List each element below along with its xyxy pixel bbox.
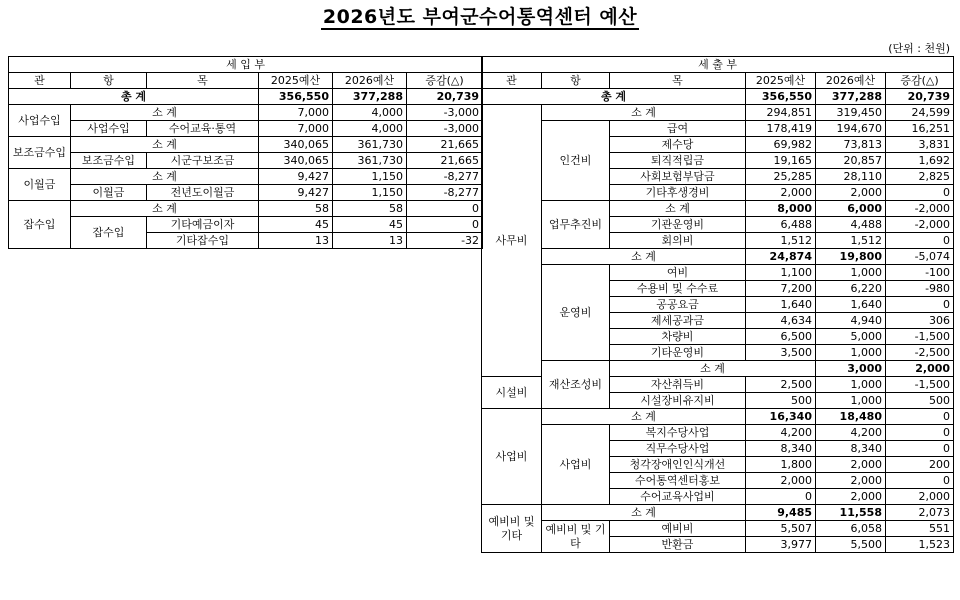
value-diff: 1,523 bbox=[886, 537, 954, 553]
value-diff: -32 bbox=[407, 233, 483, 249]
hang-cell: 보조금수입 bbox=[71, 153, 147, 169]
col-2025: 2025예산 bbox=[746, 73, 816, 89]
value-2025: 7,000 bbox=[259, 121, 333, 137]
value-2025: 16,340 bbox=[746, 409, 816, 425]
table-row bbox=[482, 265, 954, 281]
table-row bbox=[9, 153, 483, 169]
value-2025: 7,000 bbox=[259, 105, 333, 121]
mok-cell: 공공요금 bbox=[610, 297, 746, 313]
value-2025: 9,485 bbox=[746, 505, 816, 521]
expense-total-row bbox=[482, 89, 954, 105]
value-2025: 340,065 bbox=[259, 153, 333, 169]
value-2026: 18,480 bbox=[816, 409, 886, 425]
gwan-cell: 사업비 bbox=[482, 409, 542, 505]
value-2026: 19,800 bbox=[816, 249, 886, 265]
subtotal-row bbox=[9, 169, 483, 185]
col-mok: 목 bbox=[610, 73, 746, 89]
value-2025: 500 bbox=[746, 393, 816, 409]
subtotal-row bbox=[482, 361, 954, 377]
value-2025: 3,000 bbox=[816, 361, 886, 377]
value-2026: 4,000 bbox=[333, 121, 407, 137]
value-2026: 13 bbox=[333, 233, 407, 249]
value-2025: 19,165 bbox=[746, 153, 816, 169]
income-section-header: 세 입 부 bbox=[9, 57, 483, 73]
value-2025: 294,851 bbox=[746, 105, 816, 121]
expense-section-header: 세 출 부 bbox=[482, 57, 954, 73]
value-2025: 1,800 bbox=[746, 457, 816, 473]
value-diff: 2,825 bbox=[886, 169, 954, 185]
value-diff: -1,500 bbox=[886, 377, 954, 393]
mok-cell: 자산취득비 bbox=[610, 377, 746, 393]
mok-cell: 복지수당사업 bbox=[610, 425, 746, 441]
mok-cell: 사회보험부담금 bbox=[610, 169, 746, 185]
value-2026: 28,110 bbox=[816, 169, 886, 185]
value-2025: 7,200 bbox=[746, 281, 816, 297]
hang-cell: 사업비 bbox=[542, 425, 610, 505]
value-2026: 361,730 bbox=[333, 153, 407, 169]
hang-cell: 운영비 bbox=[542, 265, 610, 361]
col-hang: 항 bbox=[542, 73, 610, 89]
value-diff: -1,500 bbox=[886, 329, 954, 345]
value-2026: 319,450 bbox=[816, 105, 886, 121]
document-title-text: 2026년도 부여군수어통역센터 예산 bbox=[322, 6, 638, 28]
value-diff: -3,000 bbox=[407, 105, 483, 121]
hang-cell: 업무추진비 bbox=[542, 201, 610, 249]
value-2026: 1,000 bbox=[816, 377, 886, 393]
income-column-header-row bbox=[9, 73, 483, 89]
value-2025: 8,340 bbox=[746, 441, 816, 457]
value-2026: 361,730 bbox=[333, 137, 407, 153]
hang-cell: 예비비 및 기타 bbox=[542, 521, 610, 553]
mok-cell: 기관운영비 bbox=[610, 217, 746, 233]
mok-cell: 수어교육사업비 bbox=[610, 489, 746, 505]
value-2026: 8,340 bbox=[816, 441, 886, 457]
value-diff: -2,500 bbox=[886, 345, 954, 361]
value-2026: 2,000 bbox=[816, 185, 886, 201]
value-2026: 6,000 bbox=[816, 201, 886, 217]
value-2025: 13 bbox=[259, 233, 333, 249]
value-2026: 4,200 bbox=[816, 425, 886, 441]
income-header-row bbox=[9, 57, 483, 73]
total-diff: 20,739 bbox=[407, 89, 483, 105]
value-2025: 4,200 bbox=[746, 425, 816, 441]
mok-cell: 직무수당사업 bbox=[610, 441, 746, 457]
subtotal-row bbox=[482, 249, 954, 265]
value-2026: 1,640 bbox=[816, 297, 886, 313]
value-2025: 1,100 bbox=[746, 265, 816, 281]
subtotal-label: 소 계 bbox=[542, 105, 746, 121]
mok-cell: 수용비 및 수수료 bbox=[610, 281, 746, 297]
value-diff: -2,000 bbox=[886, 201, 954, 217]
value-2026: 1,000 bbox=[816, 345, 886, 361]
col-mok: 목 bbox=[147, 73, 259, 89]
unit-label: (단위 : 천원) bbox=[888, 42, 950, 55]
subtotal-row bbox=[482, 105, 954, 121]
mok-cell: 전년도이월금 bbox=[147, 185, 259, 201]
value-diff: 0 bbox=[407, 217, 483, 233]
value-diff: 21,665 bbox=[407, 137, 483, 153]
value-2026: 6,058 bbox=[816, 521, 886, 537]
value-diff: -8,277 bbox=[407, 185, 483, 201]
value-2026: 58 bbox=[333, 201, 407, 217]
table-row bbox=[482, 121, 954, 137]
hang-cell: 인건비 bbox=[542, 121, 610, 201]
subtotal-label: 소 계 bbox=[71, 169, 259, 185]
value-diff: 0 bbox=[886, 233, 954, 249]
value-2025: 2,000 bbox=[746, 185, 816, 201]
subtotal-label: 소 계 bbox=[610, 361, 816, 377]
value-2026: 5,500 bbox=[816, 537, 886, 553]
value-2025: 3,977 bbox=[746, 537, 816, 553]
value-2026: 1,150 bbox=[333, 169, 407, 185]
value-2026: 20,857 bbox=[816, 153, 886, 169]
mok-cell: 급여 bbox=[610, 121, 746, 137]
value-2026: 2,000 bbox=[816, 489, 886, 505]
mok-cell: 제수당 bbox=[610, 137, 746, 153]
value-2025: 45 bbox=[259, 217, 333, 233]
value-2025: 2,500 bbox=[746, 377, 816, 393]
value-diff: 0 bbox=[886, 473, 954, 489]
value-diff: 500 bbox=[886, 393, 954, 409]
gwan-cell: 사무비 bbox=[482, 105, 542, 377]
expense-column-header-row bbox=[482, 73, 954, 89]
total-diff: 20,739 bbox=[886, 89, 954, 105]
value-diff: 200 bbox=[886, 457, 954, 473]
col-diff: 증감(△) bbox=[886, 73, 954, 89]
subtotal-label: 소 계 bbox=[71, 201, 259, 217]
value-diff: 2,000 bbox=[886, 489, 954, 505]
value-2026: 2,000 bbox=[816, 457, 886, 473]
mok-cell: 기타잡수입 bbox=[147, 233, 259, 249]
hang-cell: 이월금 bbox=[71, 185, 147, 201]
gwan-cell: 잡수입 bbox=[9, 201, 71, 249]
subtotal-row bbox=[9, 201, 483, 217]
mok-cell: 청각장애인인식개선 bbox=[610, 457, 746, 473]
gwan-cell: 예비비 및 기타 bbox=[482, 505, 542, 553]
mok-cell: 회의비 bbox=[610, 233, 746, 249]
value-2026: 5,000 bbox=[816, 329, 886, 345]
value-diff: -2,000 bbox=[886, 217, 954, 233]
value-2025: 1,512 bbox=[746, 233, 816, 249]
value-2026: 2,000 bbox=[816, 473, 886, 489]
value-2025: 9,427 bbox=[259, 185, 333, 201]
value-2025: 2,000 bbox=[746, 473, 816, 489]
value-diff: 0 bbox=[886, 297, 954, 313]
mok-cell: 퇴직적립금 bbox=[610, 153, 746, 169]
income-total-row bbox=[9, 89, 483, 105]
col-2026: 2026예산 bbox=[333, 73, 407, 89]
mok-cell: 기타후생경비 bbox=[610, 185, 746, 201]
value-2026: 4,000 bbox=[333, 105, 407, 121]
col-gwan: 관 bbox=[482, 73, 542, 89]
mok-cell: 시설장비유지비 bbox=[610, 393, 746, 409]
total-2026: 377,288 bbox=[816, 89, 886, 105]
value-2025: 6,500 bbox=[746, 329, 816, 345]
subtotal-row bbox=[482, 505, 954, 521]
value-diff: 0 bbox=[407, 201, 483, 217]
subtotal-row bbox=[9, 105, 483, 121]
value-2026: 4,940 bbox=[816, 313, 886, 329]
value-diff: 3,831 bbox=[886, 137, 954, 153]
col-hang: 항 bbox=[71, 73, 147, 89]
value-diff: 0 bbox=[886, 185, 954, 201]
subtotal-label: 소 계 bbox=[71, 105, 259, 121]
gwan-cell: 보조금수입 bbox=[9, 137, 71, 169]
hang-cell: 사업수입 bbox=[71, 121, 147, 137]
value-diff: 0 bbox=[886, 409, 954, 425]
col-diff: 증감(△) bbox=[407, 73, 483, 89]
subtotal-row bbox=[482, 409, 954, 425]
value-2025: 0 bbox=[746, 489, 816, 505]
expense-table bbox=[481, 56, 954, 553]
value-2025: 58 bbox=[259, 201, 333, 217]
col-gwan: 관 bbox=[9, 73, 71, 89]
subtotal-label: 소 계 bbox=[542, 409, 746, 425]
value-diff: 1,692 bbox=[886, 153, 954, 169]
value-2025: 69,982 bbox=[746, 137, 816, 153]
value-diff: -8,277 bbox=[407, 169, 483, 185]
value-2026: 6,220 bbox=[816, 281, 886, 297]
value-2025: 5,507 bbox=[746, 521, 816, 537]
subtotal-label: 소 계 bbox=[71, 137, 259, 153]
gwan-cell: 재산조성비 bbox=[542, 361, 610, 409]
col-2026: 2026예산 bbox=[816, 73, 886, 89]
value-2025: 1,640 bbox=[746, 297, 816, 313]
total-label: 총 계 bbox=[482, 89, 746, 105]
value-2026: 1,512 bbox=[816, 233, 886, 249]
mok-cell: 반환금 bbox=[610, 537, 746, 553]
hang-cell: 잡수입 bbox=[71, 217, 147, 249]
value-diff: 21,665 bbox=[407, 153, 483, 169]
value-2025: 25,285 bbox=[746, 169, 816, 185]
hang-cell: 시설비 bbox=[482, 377, 542, 409]
value-2026: 1,000 bbox=[816, 265, 886, 281]
value-diff: -5,074 bbox=[886, 249, 954, 265]
expense-header-row bbox=[482, 57, 954, 73]
subtotal-label: 소 계 bbox=[542, 249, 746, 265]
value-2026: 2,000 bbox=[886, 361, 954, 377]
total-2025: 356,550 bbox=[259, 89, 333, 105]
document-title bbox=[0, 2, 960, 29]
gwan-cell: 사업수입 bbox=[9, 105, 71, 137]
table-row bbox=[9, 121, 483, 137]
mok-cell: 수어통역센터홍보 bbox=[610, 473, 746, 489]
total-2026: 377,288 bbox=[333, 89, 407, 105]
value-2025: 340,065 bbox=[259, 137, 333, 153]
value-2025: 4,634 bbox=[746, 313, 816, 329]
value-2026: 73,813 bbox=[816, 137, 886, 153]
value-diff: 16,251 bbox=[886, 121, 954, 137]
table-row bbox=[482, 521, 954, 537]
value-2026: 4,488 bbox=[816, 217, 886, 233]
value-diff: 551 bbox=[886, 521, 954, 537]
value-2026: 11,558 bbox=[816, 505, 886, 521]
mok-cell: 예비비 bbox=[610, 521, 746, 537]
mok-cell: 수어교육·통역 bbox=[147, 121, 259, 137]
total-label: 총 계 bbox=[9, 89, 259, 105]
gwan-cell: 이월금 bbox=[9, 169, 71, 201]
mok-cell: 기타예금이자 bbox=[147, 217, 259, 233]
mok-cell: 시군구보조금 bbox=[147, 153, 259, 169]
income-table bbox=[8, 56, 483, 249]
subtotal-row bbox=[482, 201, 954, 217]
subtotal-row bbox=[9, 137, 483, 153]
value-diff: -980 bbox=[886, 281, 954, 297]
value-2025: 3,500 bbox=[746, 345, 816, 361]
value-diff: -3,000 bbox=[407, 121, 483, 137]
subtotal-label: 소 계 bbox=[542, 505, 746, 521]
value-2026: 1,150 bbox=[333, 185, 407, 201]
value-2025: 178,419 bbox=[746, 121, 816, 137]
value-2026: 194,670 bbox=[816, 121, 886, 137]
value-2025: 9,427 bbox=[259, 169, 333, 185]
value-2025: 8,000 bbox=[746, 201, 816, 217]
subtotal-label: 소 계 bbox=[610, 201, 746, 217]
value-2026: 45 bbox=[333, 217, 407, 233]
table-row bbox=[482, 425, 954, 441]
total-2025: 356,550 bbox=[746, 89, 816, 105]
mok-cell: 차량비 bbox=[610, 329, 746, 345]
col-2025: 2025예산 bbox=[259, 73, 333, 89]
value-2025: 24,874 bbox=[746, 249, 816, 265]
value-diff: 0 bbox=[886, 425, 954, 441]
value-diff: 306 bbox=[886, 313, 954, 329]
value-2026: 1,000 bbox=[816, 393, 886, 409]
table-row bbox=[9, 217, 483, 233]
value-2025: 6,488 bbox=[746, 217, 816, 233]
mok-cell: 기타운영비 bbox=[610, 345, 746, 361]
value-diff: 0 bbox=[886, 441, 954, 457]
value-diff: 2,073 bbox=[886, 505, 954, 521]
table-row bbox=[9, 185, 483, 201]
value-diff: 24,599 bbox=[886, 105, 954, 121]
mok-cell: 여비 bbox=[610, 265, 746, 281]
mok-cell: 제세공과금 bbox=[610, 313, 746, 329]
value-diff: -100 bbox=[886, 265, 954, 281]
